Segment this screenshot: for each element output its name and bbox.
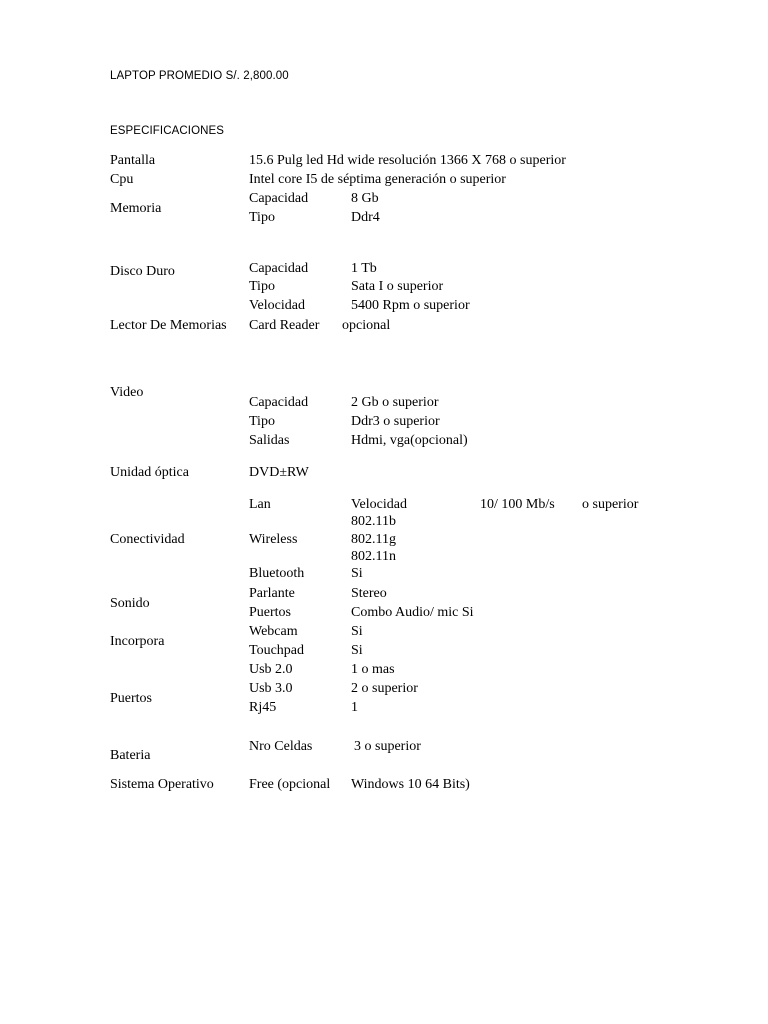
- sonido-puertos-value: Combo Audio/ mic Si: [351, 605, 474, 620]
- disco-capacidad-value: 1 Tb: [351, 261, 377, 276]
- video-tipo-label: Tipo: [249, 414, 275, 429]
- so-sub-label: Free (opcional: [249, 777, 331, 792]
- sonido-parlante-value: Stereo: [351, 586, 387, 601]
- so-value: Windows 10 64 Bits): [351, 777, 470, 792]
- conectividad-bluetooth-label: Bluetooth: [249, 566, 305, 581]
- bateria-celdas-value: 3 o superior: [354, 739, 421, 754]
- disco-tipo-label: Tipo: [249, 279, 275, 294]
- conectividad-wireless-label: Wireless: [249, 532, 298, 547]
- video-capacidad-label: Capacidad: [249, 395, 309, 410]
- puertos-usb3-label: Usb 3.0: [249, 681, 293, 696]
- puertos-rj45-label: Rj45: [249, 700, 277, 715]
- document-title: LAPTOP PROMEDIO S/. 2,800.00: [110, 70, 289, 82]
- spec-value-cpu: Intel core I5 de séptima generación o superior: [249, 172, 506, 187]
- spec-label-sonido: Sonido: [110, 596, 150, 611]
- memoria-capacidad-label: Capacidad: [249, 191, 309, 206]
- conectividad-wireless-b: 802.11b: [351, 514, 396, 529]
- spec-label-optica: Unidad óptica: [110, 465, 189, 480]
- conectividad-wireless-g: 802.11g: [351, 532, 396, 547]
- spec-label-disco-duro: Disco Duro: [110, 264, 175, 279]
- spec-label-puertos: Puertos: [110, 691, 152, 706]
- spec-label-cpu: Cpu: [110, 172, 134, 187]
- memoria-tipo-value: Ddr4: [351, 210, 380, 225]
- spec-value-optica: DVD±RW: [249, 465, 309, 480]
- video-tipo-value: Ddr3 o superior: [351, 414, 440, 429]
- conectividad-bluetooth-value: Si: [351, 566, 363, 581]
- bateria-celdas-label: Nro Celdas: [249, 739, 313, 754]
- spec-label-incorpora: Incorpora: [110, 634, 165, 649]
- spec-label-conectividad: Conectividad: [110, 532, 185, 547]
- puertos-usb2-label: Usb 2.0: [249, 662, 293, 677]
- incorpora-webcam-value: Si: [351, 624, 363, 639]
- lector-sub-label: Card Reader: [249, 318, 320, 333]
- spec-label-bateria: Bateria: [110, 748, 151, 763]
- spec-label-memoria: Memoria: [110, 201, 162, 216]
- spec-label-pantalla: Pantalla: [110, 153, 156, 168]
- incorpora-webcam-label: Webcam: [249, 624, 298, 639]
- disco-capacidad-label: Capacidad: [249, 261, 309, 276]
- puertos-usb3-value: 2 o superior: [351, 681, 418, 696]
- spec-value-pantalla: 15.6 Pulg led Hd wide resolución 1366 X 768 o superior: [249, 153, 566, 168]
- puertos-usb2-value: 1 o mas: [351, 662, 395, 677]
- memoria-capacidad-value: 8 Gb: [351, 191, 379, 206]
- conectividad-lan-suffix: o superior: [582, 497, 639, 512]
- sonido-parlante-label: Parlante: [249, 586, 295, 601]
- memoria-tipo-label: Tipo: [249, 210, 275, 225]
- disco-tipo-value: Sata I o superior: [351, 279, 444, 294]
- sonido-puertos-label: Puertos: [249, 605, 291, 620]
- spec-label-sistema-operativo: Sistema Operativo: [110, 777, 214, 792]
- section-heading: ESPECIFICACIONES: [110, 125, 225, 137]
- video-capacidad-value: 2 Gb o superior: [351, 395, 439, 410]
- puertos-rj45-value: 1: [351, 700, 358, 715]
- conectividad-lan-label: Lan: [249, 497, 271, 512]
- spec-label-video: Video: [110, 385, 144, 400]
- disco-velocidad-value: 5400 Rpm o superior: [351, 298, 470, 313]
- conectividad-lan-sub-label: Velocidad: [351, 497, 407, 512]
- video-salidas-value: Hdmi, vga(opcional): [351, 433, 468, 448]
- conectividad-lan-value: 10/ 100 Mb/s: [480, 497, 555, 512]
- conectividad-wireless-n: 802.11n: [351, 549, 396, 564]
- lector-value: opcional: [342, 318, 391, 333]
- video-salidas-label: Salidas: [249, 433, 290, 448]
- disco-velocidad-label: Velocidad: [249, 298, 305, 313]
- incorpora-touchpad-value: Si: [351, 643, 363, 658]
- spec-label-lector: Lector De Memorias: [110, 318, 227, 333]
- incorpora-touchpad-label: Touchpad: [249, 643, 305, 658]
